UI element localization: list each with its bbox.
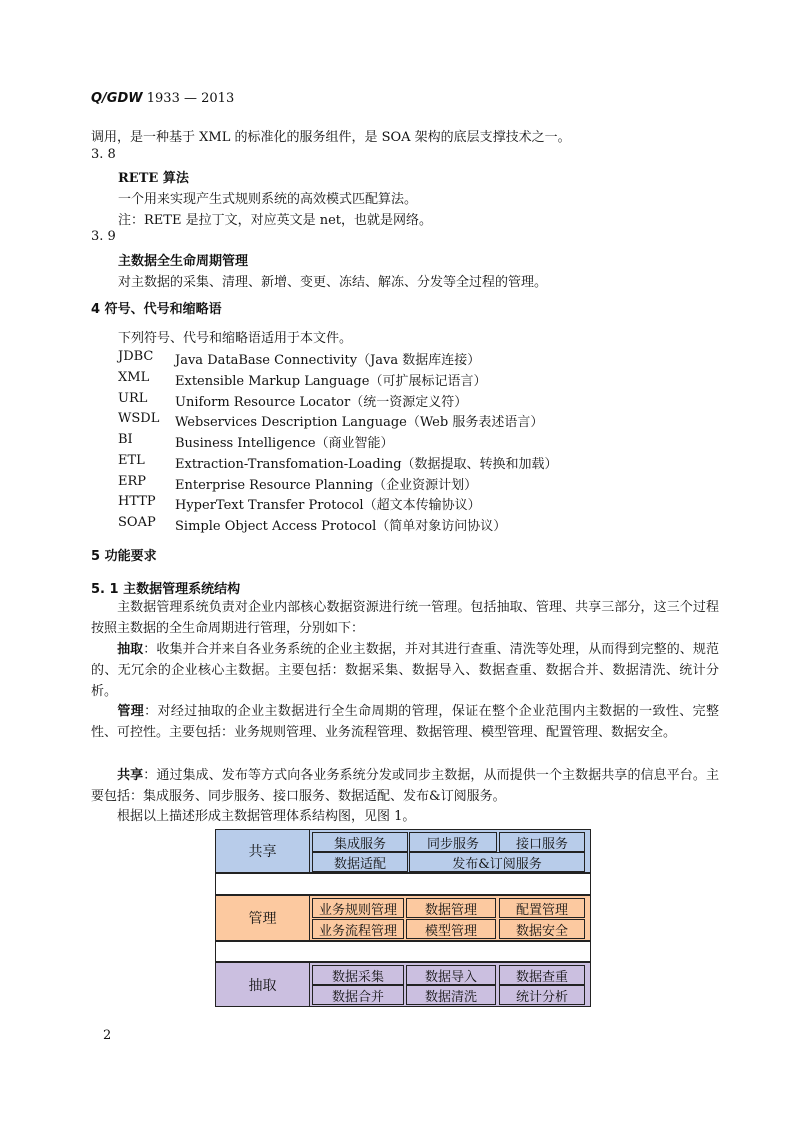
extract-cell: 数据查重 <box>499 965 585 985</box>
extract-cell: 数据采集 <box>312 965 404 985</box>
term-note-rete: 注：RETE 是拉丁文，对应英文是 net，也就是网络。 <box>118 213 432 228</box>
abbreviation-description: Java DataBase Connectivity（Java 数据库连接） <box>175 353 481 368</box>
layer-separator <box>215 873 591 895</box>
manage-cell: 配置管理 <box>499 898 585 918</box>
page-header <box>91 91 234 106</box>
page-number: 2 <box>103 1028 112 1043</box>
abbreviation-term: WSDL <box>118 411 160 426</box>
manage-layer <box>215 895 591 941</box>
term-title-rete: RETE 算法 <box>118 171 189 186</box>
extract-lead: 抽取 <box>117 642 144 657</box>
abbreviation-description: Extensible Markup Language（可扩展标记语言） <box>175 374 487 389</box>
paragraph-figure-ref: 根据以上描述形成主数据管理体系结构图，见图 1。 <box>117 809 416 824</box>
layer-separator <box>215 941 591 962</box>
extract-cell: 数据合并 <box>312 985 404 1005</box>
abbreviation-description: Webservices Description Language（Web 服务表述语言） <box>175 415 544 430</box>
abbreviation-description: Uniform Resource Locator（统一资源定义符） <box>175 395 468 410</box>
standard-number: 1933 <box>146 91 180 106</box>
abbreviation-description: Business Intelligence（商业智能） <box>175 436 394 451</box>
abbreviation-term: BI <box>118 432 133 447</box>
share-cell: 发布&订阅服务 <box>409 852 585 872</box>
manage-cell: 业务规则管理 <box>312 898 404 918</box>
term-definition-rete: 一个用来实现产生式规则系统的高效模式匹配算法。 <box>118 192 418 207</box>
abbreviation-description: Extraction-Transfomation-Loading（数据提取、转换和加载） <box>175 457 558 472</box>
share-cell: 集成服务 <box>312 832 408 852</box>
section-heading-4: 4 符号、代号和缩略语 <box>91 302 222 317</box>
section-heading-5-1: 5. 1 主数据管理系统结构 <box>91 582 241 597</box>
abbreviation-term: ETL <box>118 453 145 468</box>
paragraph-share: 共享：通过集成、发布等方式向各业务系统分发或同步主数据，从而提供一个主数据共享的信息平台。主要包括：集成服务、同步服务、接口服务、数据适配、发布&订阅服务。 <box>91 768 719 804</box>
standard-code: Q/GDW <box>91 91 143 106</box>
manage-cell: 模型管理 <box>406 919 496 939</box>
share-cell: 接口服务 <box>499 832 585 852</box>
section-heading-5: 5 功能要求 <box>91 549 157 564</box>
abbreviation-term: JDBC <box>118 349 154 364</box>
paragraph-overview: 主数据管理系统负责对企业内部核心数据资源进行统一管理。包括抽取、管理、共享三部分，这三个过程按照主数据的全生命周期进行管理，分别如下： <box>91 600 719 636</box>
extract-layer <box>215 962 591 1007</box>
paragraph-manage: 管理：对经过抽取的企业主数据进行全生命周期的管理，保证在整个企业范围内主数据的一致性、完整性、可控性。主要包括：业务规则管理、业务流程管理、数据管理、模型管理、配置管理、数据安全。 <box>91 704 719 740</box>
extract-layer-label: 抽取 <box>216 963 310 1006</box>
share-layer <box>215 829 591 873</box>
abbreviation-description: Enterprise Resource Planning（企业资源计划） <box>175 478 478 493</box>
extract-cell: 数据导入 <box>406 965 496 985</box>
abbreviation-description: HyperText Transfer Protocol（超文本传输协议） <box>175 498 481 513</box>
header-dash: — <box>183 91 197 106</box>
extract-cell: 数据清洗 <box>406 985 496 1005</box>
continuation-line: 调用，是一种基于 XML 的标准化的服务组件，是 SOA 架构的底层支撑技术之一。 <box>91 130 571 145</box>
term-title-mdm-lifecycle: 主数据全生命周期管理 <box>118 254 249 269</box>
manage-layer-label: 管理 <box>216 896 310 940</box>
share-cell: 同步服务 <box>409 832 497 852</box>
standard-year: 2013 <box>201 91 235 106</box>
manage-cell: 业务流程管理 <box>312 919 404 939</box>
abbreviation-term: HTTP <box>118 494 156 509</box>
share-cell: 数据适配 <box>312 852 408 872</box>
abbreviation-intro: 下列符号、代号和缩略语适用于本文件。 <box>118 331 353 346</box>
manage-cell: 数据管理 <box>406 898 496 918</box>
share-layer-label: 共享 <box>216 830 310 872</box>
abbreviation-term: SOAP <box>118 515 156 530</box>
abbreviation-term: ERP <box>118 474 147 489</box>
abbreviation-term: URL <box>118 391 148 406</box>
paragraph-extract: 抽取：收集并合并来自各业务系统的企业主数据，并对其进行查重、清洗等处理，从而得到完整的、规范的、无冗余的企业核心主数据。主要包括：数据采集、数据导入、数据查重、数据合并、数据清洗、统计分析。 <box>91 642 719 699</box>
section-number-3-9: 3. 9 <box>91 229 116 244</box>
share-lead: 共享 <box>117 768 144 783</box>
section-number-3-8: 3. 8 <box>91 147 116 162</box>
manage-cell: 数据安全 <box>499 919 585 939</box>
manage-lead: 管理 <box>117 704 145 719</box>
abbreviation-description: Simple Object Access Protocol（简单对象访问协议） <box>175 519 507 534</box>
extract-cell: 统计分析 <box>499 985 585 1005</box>
mdm-architecture-diagram <box>215 829 591 1007</box>
abbreviation-term: XML <box>118 370 150 385</box>
term-definition-mdm-lifecycle: 对主数据的采集、清理、新增、变更、冻结、解冻、分发等全过程的管理。 <box>118 275 548 290</box>
